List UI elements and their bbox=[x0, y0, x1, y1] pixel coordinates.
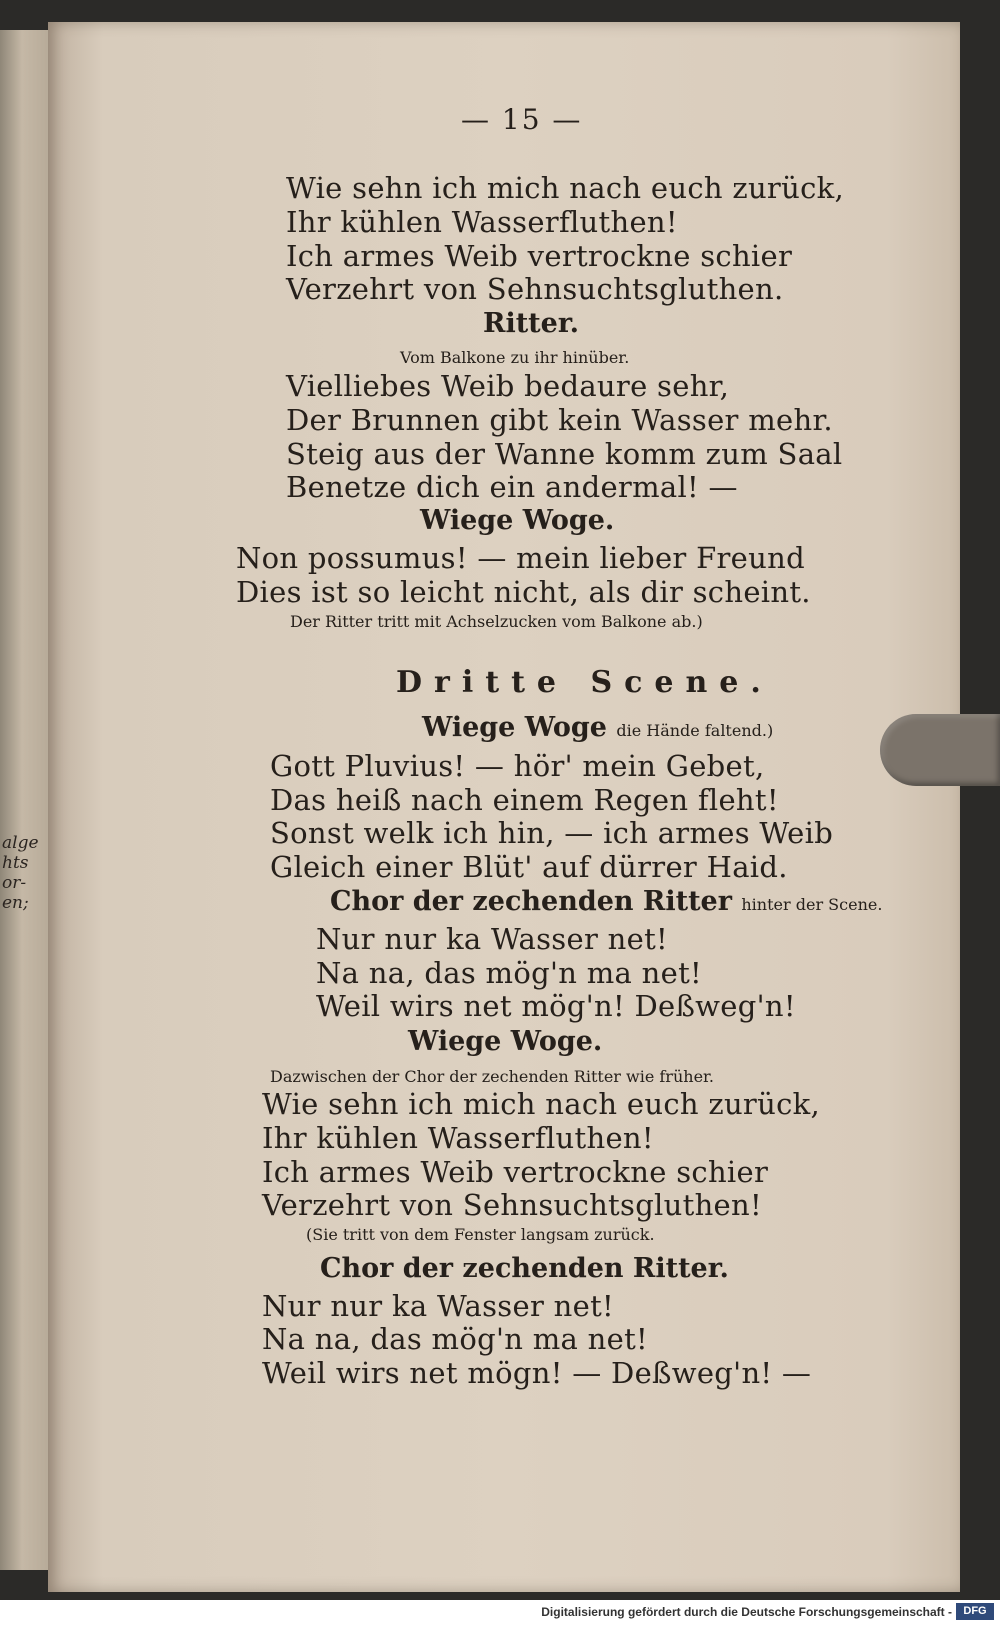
verse-line: Non possumus! — mein lieber Freund bbox=[236, 541, 805, 575]
verse-line: Sonst welk ich hin, — ich armes Weib bbox=[270, 816, 834, 850]
left-page-edge bbox=[0, 30, 55, 1570]
bookmark-tab bbox=[880, 714, 1000, 786]
speaker-name: Wiege Woge. bbox=[420, 505, 615, 536]
left-page-fragment: en; bbox=[2, 893, 29, 913]
verse-line: Benetze dich ein andermal! — bbox=[286, 470, 738, 504]
verse-line: Gleich einer Blüt' auf dürrer Haid. bbox=[270, 850, 788, 884]
verse-line: Weil wirs net mögn! — Deßweg'n! — bbox=[262, 1356, 812, 1390]
verse-line: Das heiß nach einem Regen fleht! bbox=[270, 783, 779, 817]
verse-line: Vielliebes Weib bedaure sehr, bbox=[286, 369, 730, 403]
verse-line: Wie sehn ich mich nach euch zurück, bbox=[262, 1087, 821, 1121]
verse-line: Steig aus der Wanne komm zum Saal bbox=[286, 437, 843, 471]
funding-note: Digitalisierung gefördert durch die Deutsche Forschungsgemeinschaft - bbox=[541, 1605, 952, 1619]
stage-direction: Vom Balkone zu ihr hinüber. bbox=[400, 348, 630, 367]
page-number: — 15 — bbox=[461, 103, 583, 136]
book-page bbox=[48, 22, 960, 1592]
left-page-fragment: hts bbox=[2, 853, 29, 873]
speaker-name: Ritter. bbox=[483, 308, 579, 339]
left-page-fragment: or- bbox=[2, 873, 27, 893]
verse-line: Nur nur ka Wasser net! bbox=[262, 1289, 614, 1323]
speaker-name: Wiege Woge bbox=[422, 712, 607, 743]
verse-line: Na na, das mög'n ma net! bbox=[316, 956, 702, 990]
verse-line: Verzehrt von Sehnsuchtsgluthen. bbox=[286, 272, 784, 306]
speaker-name: Wiege Woge. bbox=[408, 1026, 603, 1057]
verse-line: Weil wirs net mög'n! Deßweg'n! bbox=[316, 989, 796, 1023]
verse-line: Na na, das mög'n ma net! bbox=[262, 1322, 648, 1356]
footer-bar bbox=[0, 1600, 1000, 1625]
verse-line: Ich armes Weib vertrockne schier bbox=[286, 239, 793, 273]
dfg-logo: DFG bbox=[956, 1603, 994, 1620]
verse-line: Verzehrt von Sehnsuchtsgluthen! bbox=[262, 1188, 762, 1222]
speaker-name: Chor der zechenden Ritter bbox=[330, 886, 732, 917]
verse-line: Wie sehn ich mich nach euch zurück, bbox=[286, 171, 845, 205]
verse-line: Gott Pluvius! — hör' mein Gebet, bbox=[270, 749, 765, 783]
speaker-heading bbox=[330, 888, 882, 915]
stage-direction: Dazwischen der Chor der zechenden Ritter wie früher. bbox=[270, 1067, 715, 1086]
verse-line: Nur nur ka Wasser net! bbox=[316, 922, 668, 956]
left-page-fragment: alge bbox=[2, 833, 39, 853]
stage-direction: Der Ritter tritt mit Achselzucken vom Balkone ab.) bbox=[290, 612, 703, 631]
scene-heading: Dritte Scene. bbox=[396, 665, 773, 700]
verse-line: Der Brunnen gibt kein Wasser mehr. bbox=[286, 403, 833, 437]
verse-line: Ich armes Weib vertrockne schier bbox=[262, 1155, 769, 1189]
stage-direction: (Sie tritt von dem Fenster langsam zurück. bbox=[306, 1225, 655, 1244]
verse-line: Ihr kühlen Wasserfluthen! bbox=[286, 205, 678, 239]
speaker-heading bbox=[422, 714, 773, 741]
verse-line: Dies ist so leicht nicht, als dir scheint. bbox=[236, 575, 811, 609]
stage-direction: die Hände faltend.) bbox=[616, 721, 774, 740]
stage-direction: hinter der Scene. bbox=[741, 895, 883, 914]
speaker-name: Chor der zechenden Ritter. bbox=[320, 1253, 729, 1284]
verse-line: Ihr kühlen Wasserfluthen! bbox=[262, 1121, 654, 1155]
